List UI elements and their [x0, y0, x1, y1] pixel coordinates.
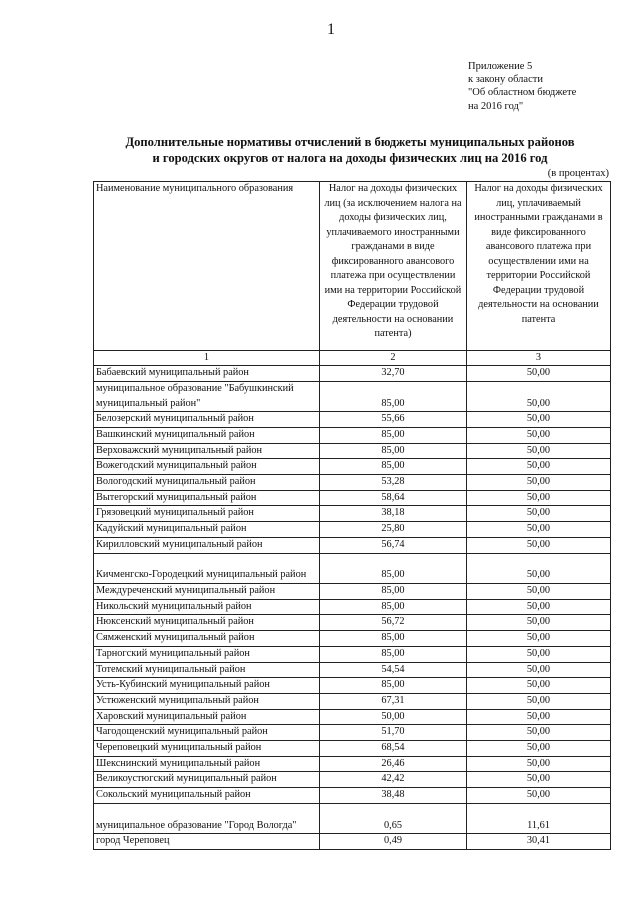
ndfl-general-cell: 53,28 [320, 475, 467, 491]
ndfl-patent-cell: 50,00 [467, 537, 611, 553]
municipality-name-cell: Вашкинский муниципальный район [94, 427, 320, 443]
ndfl-general-cell: 67,31 [320, 693, 467, 709]
title-line-2: и городских округов от налога на доходы физических лиц на 2016 год [152, 150, 548, 165]
ndfl-general-cell: 56,74 [320, 537, 467, 553]
ndfl-general-cell: 85,00 [320, 678, 467, 694]
ndfl-patent-cell: 50,00 [467, 662, 611, 678]
ndfl-patent-cell: 50,00 [467, 772, 611, 788]
table-row [94, 427, 611, 443]
ndfl-general-cell: 85,00 [320, 459, 467, 475]
ndfl-general-cell: 51,70 [320, 725, 467, 741]
ndfl-patent-cell: 50,00 [467, 427, 611, 443]
municipality-name-cell: Бабаевский муниципальный район [94, 366, 320, 382]
table-row [94, 553, 611, 584]
ndfl-general-cell: 50,00 [320, 709, 467, 725]
ndfl-patent-cell: 50,00 [467, 599, 611, 615]
ndfl-general-cell: 38,48 [320, 788, 467, 804]
ndfl-patent-cell: 50,00 [467, 615, 611, 631]
table-row [94, 741, 611, 757]
table-row [94, 788, 611, 804]
ndfl-patent-cell: 50,00 [467, 741, 611, 757]
municipality-name-cell: Белозерский муниципальный район [94, 412, 320, 428]
municipality-name-cell: Шекснинский муниципальный район [94, 756, 320, 772]
municipality-name-cell: Вологодский муниципальный район [94, 475, 320, 491]
column-number: 2 [320, 351, 467, 366]
ndfl-patent-cell: 50,00 [467, 459, 611, 475]
ndfl-patent-cell: 11,61 [467, 803, 611, 834]
ndfl-general-cell: 85,00 [320, 381, 467, 412]
table-row [94, 678, 611, 694]
table-row [94, 381, 611, 412]
table-row [94, 693, 611, 709]
table-row [94, 459, 611, 475]
ndfl-patent-cell: 50,00 [467, 412, 611, 428]
ndfl-general-cell: 26,46 [320, 756, 467, 772]
municipality-name-cell: Великоустюгский муниципальный район [94, 772, 320, 788]
ndfl-patent-cell: 50,00 [467, 678, 611, 694]
table-row [94, 646, 611, 662]
ndfl-general-cell: 85,00 [320, 553, 467, 584]
municipality-name-cell: Верховажский муниципальный район [94, 443, 320, 459]
table-row [94, 537, 611, 553]
column-number: 1 [94, 351, 320, 366]
ndfl-general-cell: 85,00 [320, 646, 467, 662]
document-title [80, 135, 620, 166]
ndfl-patent-cell: 50,00 [467, 553, 611, 584]
table-row [94, 725, 611, 741]
ndfl-patent-cell: 50,00 [467, 366, 611, 382]
municipality-name-cell: Нюксенский муниципальный район [94, 615, 320, 631]
ndfl-general-cell: 54,54 [320, 662, 467, 678]
table-row [94, 506, 611, 522]
ndfl-patent-cell: 30,41 [467, 834, 611, 850]
municipality-name-cell: Устюженский муниципальный район [94, 693, 320, 709]
ndfl-patent-cell: 50,00 [467, 709, 611, 725]
ndfl-general-cell: 38,18 [320, 506, 467, 522]
ndfl-patent-cell: 50,00 [467, 693, 611, 709]
ndfl-patent-cell: 50,00 [467, 788, 611, 804]
table-row [94, 834, 611, 850]
municipality-name-cell: Кадуйский муниципальный район [94, 522, 320, 538]
ndfl-general-cell: 85,00 [320, 631, 467, 647]
municipality-name-cell: Кичменгско-Городецкий муниципальный район [94, 553, 320, 584]
municipality-name-cell: муниципальное образование "Бабушкинский муниципальный район" [94, 381, 320, 412]
municipality-name-cell: Тотемский муниципальный район [94, 662, 320, 678]
ndfl-patent-cell: 50,00 [467, 490, 611, 506]
title-line-1: Дополнительные нормативы отчислений в бюджеты муниципальных районов [125, 135, 575, 149]
municipality-name-cell: Вытегорский муниципальный район [94, 490, 320, 506]
municipality-name-cell: город Череповец [94, 834, 320, 850]
table-row [94, 772, 611, 788]
appendix-line: на 2016 год" [468, 100, 524, 112]
municipality-name-cell: Тарногский муниципальный район [94, 646, 320, 662]
municipality-name-cell: Грязовецкий муниципальный район [94, 506, 320, 522]
ndfl-patent-cell: 50,00 [467, 756, 611, 772]
ndfl-general-cell: 58,64 [320, 490, 467, 506]
header-ndfl-general: Налог на доходы физических лиц (за исключением налога на доходы физических лиц, уплачиваемого иностранными гражданами в виде фиксированного авансового платежа при осуществлении ими на территории Российской Федерации трудовой деятельности на основании патента) [320, 182, 467, 351]
ndfl-general-cell: 85,00 [320, 599, 467, 615]
municipality-name-cell: Вожегодский муниципальный район [94, 459, 320, 475]
municipality-name-cell: Череповецкий муниципальный район [94, 741, 320, 757]
header-municipality: Наименование муниципального образования [94, 182, 320, 351]
ndfl-patent-cell: 50,00 [467, 381, 611, 412]
appendix-line: к закону области [468, 74, 543, 86]
page-number: 1 [327, 21, 335, 38]
municipality-name-cell: Усть-Кубинский муниципальный район [94, 678, 320, 694]
municipality-name-cell: Чагодощенский муниципальный район [94, 725, 320, 741]
table-row [94, 366, 611, 382]
table-header-row [94, 182, 611, 351]
table-row [94, 631, 611, 647]
ndfl-general-cell: 56,72 [320, 615, 467, 631]
ndfl-general-cell: 42,42 [320, 772, 467, 788]
table-row [94, 803, 611, 834]
ndfl-general-cell: 68,54 [320, 741, 467, 757]
ndfl-patent-cell: 50,00 [467, 475, 611, 491]
table-row [94, 522, 611, 538]
table-row [94, 599, 611, 615]
table-row [94, 662, 611, 678]
ndfl-general-cell: 85,00 [320, 584, 467, 600]
ndfl-patent-cell: 50,00 [467, 631, 611, 647]
municipality-name-cell: Междуреченский муниципальный район [94, 584, 320, 600]
table-row [94, 756, 611, 772]
ndfl-general-cell: 32,70 [320, 366, 467, 382]
appendix-line: Приложение 5 [468, 61, 533, 72]
ndfl-patent-cell: 50,00 [467, 506, 611, 522]
municipality-name-cell: Сокольский муниципальный район [94, 788, 320, 804]
appendix-line: "Об областном бюджете [468, 87, 577, 99]
ndfl-general-cell: 55,66 [320, 412, 467, 428]
table-row [94, 584, 611, 600]
norms-table [93, 181, 611, 850]
ndfl-general-cell: 25,80 [320, 522, 467, 538]
table-row [94, 475, 611, 491]
units-note: (в процентах) [547, 168, 609, 179]
ndfl-patent-cell: 50,00 [467, 522, 611, 538]
column-number-row [94, 351, 611, 366]
table-row [94, 412, 611, 428]
ndfl-patent-cell: 50,00 [467, 443, 611, 459]
header-ndfl-patent: Налог на доходы физических лиц, уплачиваемый иностранными гражданами в виде фиксированного авансового платежа при осуществлении ими на территории Российской Федерации трудовой деятельности на основании патента [467, 182, 611, 351]
ndfl-general-cell: 0,65 [320, 803, 467, 834]
ndfl-patent-cell: 50,00 [467, 584, 611, 600]
column-number: 3 [467, 351, 611, 366]
table-row [94, 490, 611, 506]
municipality-name-cell: Харовский муниципальный район [94, 709, 320, 725]
ndfl-patent-cell: 50,00 [467, 725, 611, 741]
ndfl-general-cell: 85,00 [320, 443, 467, 459]
ndfl-patent-cell: 50,00 [467, 646, 611, 662]
table-row [94, 443, 611, 459]
appendix-reference [468, 60, 576, 113]
municipality-name-cell: Никольский муниципальный район [94, 599, 320, 615]
ndfl-general-cell: 0,49 [320, 834, 467, 850]
municipality-name-cell: Кирилловский муниципальный район [94, 537, 320, 553]
municipality-name-cell: муниципальное образование "Город Вологда" [94, 803, 320, 834]
municipality-name-cell: Сямженский муниципальный район [94, 631, 320, 647]
table-row [94, 709, 611, 725]
ndfl-general-cell: 85,00 [320, 427, 467, 443]
table-row [94, 615, 611, 631]
